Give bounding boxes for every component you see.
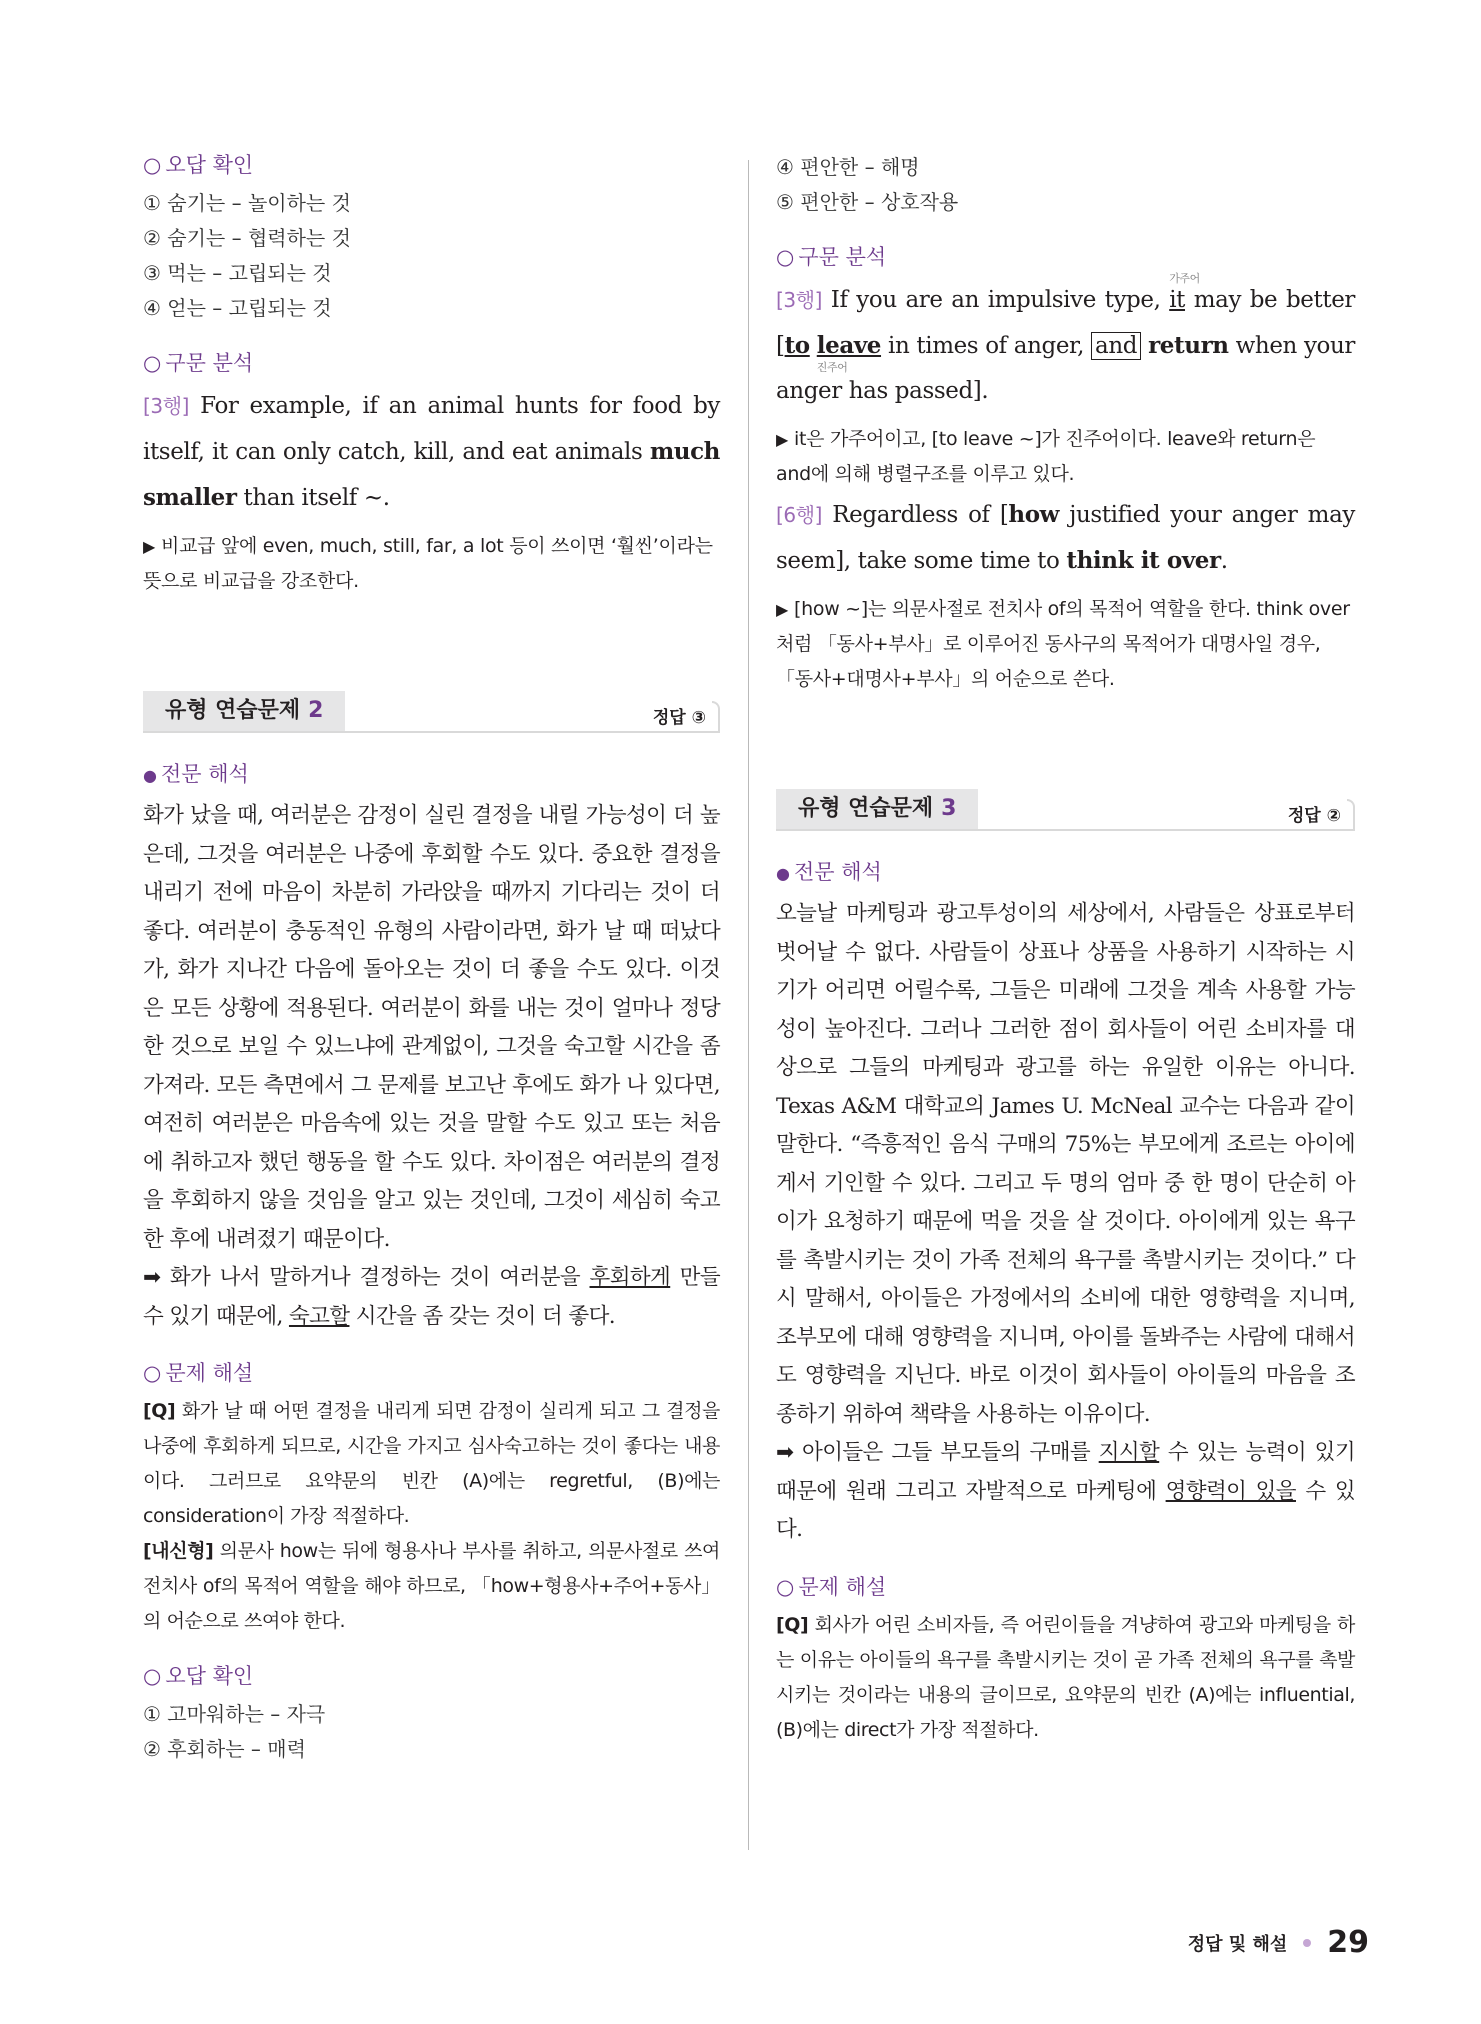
syntax-heading: ○ 구문 분석 <box>143 348 720 378</box>
page-number: 29 <box>1327 1925 1369 1960</box>
annotation-label: 진주어 <box>816 361 848 374</box>
annotation-label: 가주어 <box>1169 272 1200 285</box>
arrow-icon: ➡ <box>776 1440 794 1465</box>
syntax-sentence: [3행] For example, if an animal hunts for food by itself, it can only catch, kill, and eat animals much smaller than itself ~. <box>143 393 720 511</box>
triangle-bullet-icon: ▶ <box>776 430 789 449</box>
problem-explanation-q: [Q] 회사가 어린 소비자들, 즉 어린이들을 겨냥하여 광고와 마케팅을 하는 이유는 아이들의 욕구를 촉발시키는 것이 곧 가족 전체의 욕구를 촉발시키는 것이라는 내용의 글이므로, 요약문의 빈칸 (A)에는 influential, (B)에는 direct가 가장 적절하다. <box>776 1613 1355 1741</box>
practice-3-title: 유형 연습문제 3 <box>776 789 978 829</box>
summary-text: ➡ 아이들은 그들 부모들의 구매를 지시할 수 있는 능력이 있기 때문에 원래 그리고 자발적으로 마케팅에 영향력이 있을 수 있다. <box>776 1440 1356 1542</box>
practice-3-header <box>776 789 1355 829</box>
syntax-note: ▶ [how ~]는 의문사절로 전치사 of의 목적어 역할을 한다. think over처럼 「동사+부사」로 이루어진 동사구의 목적어가 대명사일 경우, 「동사+대명사+부사」의 어순으로 쓴다. <box>776 598 1350 690</box>
dot-icon: ● <box>776 864 790 883</box>
dot-icon: ● <box>143 766 157 785</box>
list-item: ③ 먹는 – 고립되는 것 <box>143 261 332 285</box>
syntax-sentence-2: [6행] Regardless of [how justified your anger may seem], take some time to think it over. <box>776 501 1355 574</box>
circle-icon: ○ <box>143 1664 162 1688</box>
boxed-word: and <box>1091 332 1141 360</box>
translation-heading: ● 전문 해석 <box>143 759 720 791</box>
circle-icon: ○ <box>776 245 795 269</box>
list-item: ② 후회하는 – 매력 <box>143 1737 306 1761</box>
page-footer <box>1188 1925 1369 1960</box>
triangle-bullet-icon: ▶ <box>143 537 156 556</box>
practice-2-header <box>143 691 720 731</box>
triangle-bullet-icon: ▶ <box>776 600 789 619</box>
column-divider <box>748 160 749 1850</box>
right-column <box>776 150 1355 1748</box>
syntax-note: ▶ 비교급 앞에 even, much, still, far, a lot 등이 쓰이면 ‘훨씬’이라는 뜻으로 비교급을 강조한다. <box>143 535 713 592</box>
practice-2-title: 유형 연습문제 2 <box>143 691 345 731</box>
problem-explanation-q: [Q] 화가 날 때 어떤 결정을 내리게 되면 감정이 실리게 되고 그 결정을 나중에 후회하게 되므로, 시간을 가지고 심사숙고하는 것이 좋다는 내용이다. 그러므로 요약문의 빈칸 (A)에는 regretful, (B)에는 consideration이 가장 적절하다. <box>143 1400 720 1527</box>
circle-icon: ○ <box>143 153 162 177</box>
summary-text: ➡ 화가 나서 말하거나 결정하는 것이 여러분을 후회하게 만들 수 있기 때문에, 숙고할 시간을 좀 갖는 것이 더 좋다. <box>143 1265 720 1329</box>
syntax-heading: ○ 구문 분석 <box>776 242 1355 272</box>
arrow-icon: ➡ <box>143 1265 161 1290</box>
syntax-sentence-1: [3행] If you are an impulsive type, it 가주어 may be better [to leave 진주어 in times of anger, and return when your anger has passed]. <box>776 272 1356 404</box>
problem-heading: ○ 문제 해설 <box>776 1572 1355 1602</box>
circle-icon: ○ <box>143 351 162 375</box>
list-item: ④ 편안한 – 해명 <box>776 155 920 179</box>
list-item: ④ 얻는 – 고립되는 것 <box>143 296 332 320</box>
practice-2-answer: 정답 ③ <box>652 708 706 728</box>
list-item: ① 고마워하는 – 자극 <box>143 1702 326 1726</box>
translation-heading: ● 전문 해석 <box>776 857 1355 889</box>
circle-icon: ○ <box>143 1361 162 1385</box>
circle-icon: ○ <box>776 1574 795 1599</box>
footer-label: 정답 및 해설 <box>1187 1933 1288 1955</box>
wrong-check-heading: ○ 오답 확인 <box>143 1661 720 1691</box>
problem-explanation-ns: [내신형] 의문사 how는 뒤에 형용사나 부사를 취하고, 의문사절로 쓰여 전치사 of의 목적어 역할을 해야 하므로, 「how+형용사+주어+동사」의 어순으로 쓰여야 한다. <box>143 1540 720 1632</box>
practice-3-answer: 정답 ② <box>1287 806 1341 826</box>
problem-heading: ○ 문제 해설 <box>143 1358 720 1388</box>
translation-text: 화가 났을 때, 여러분은 감정이 실린 결정을 내릴 가능성이 더 높은데, 그것을 여러분은 나중에 후회할 수도 있다. 중요한 결정을 내리기 전에 마음이 차분히 가라앉을 때까지 기다리는 것이 더 좋다. 여러분이 충동적인 유형의 사람이라면, 화가 날 때 떠났다가, 화가 지나간 다음에 돌아오는 것이 더 좋을 수도 있다. 이것은 모든 상황에 적용된다. 여러분이 화를 내는 것이 얼마나 정당한 것으로 보일 수 있느냐에 관계없이, 그것을 숙고할 시간을 좀 가져라. 모든 측면에서 그 문제를 보고난 후에도 화가 나 있다면, 여전히 여러분은 마음속에 있는 것을 말할 수도 있고 또는 처음에 취하고자 했던 행동을 할 수도 있다. 차이점은 여러분의 결정을 후회하지 않을 것임을 알고 있는 것인데, 그것이 세심히 숙고한 후에 내려졌기 때문이다. <box>143 803 720 1252</box>
list-item: ⑤ 편안한 – 상호작용 <box>776 190 959 214</box>
left-column <box>143 150 720 1767</box>
syntax-note: ▶ it은 가주어이고, [to leave ~]가 진주어이다. leave와 return은 and에 의해 병렬구조를 이루고 있다. <box>776 428 1316 485</box>
translation-text: 오늘날 마케팅과 광고투성이의 세상에서, 사람들은 상표로부터 벗어날 수 없다. 사람들이 상표나 상품을 사용하기 시작하는 시기가 어리면 어릴수록, 그들은 미래에 그것을 계속 사용할 가능성이 높아진다. 그러나 그러한 점이 회사들이 어린 소비자를 대상으로 그들의 마케팅과 광고를 하는 유일한 이유는 아니다. Texas A&M 대학교의 James U. McNeal 교수는 다음과 같이 말한다. “즉흥적인 음식 구매의 75%는 부모에게 조르는 아이에게서 기인할 수 있다. 그리고 두 명의 엄마 중 한 명이 단순히 아이가 요청하기 때문에 먹을 것을 살 것이다. 아이에게 있는 욕구를 촉발시키는 것이 가족 전체의 욕구를 촉발시키는 것이다.” 다시 말해서, 아이들은 가정에서의 소비에 대한 영향력을 지니며, 조부모에 대해 영향력을 지니며, 아이를 돌봐주는 사람에 대해서도 영향력을 지닌다. 바로 이것이 회사들이 아이들의 마음을 조종하기 위하여 책략을 사용하는 이유이다. <box>776 901 1355 1427</box>
dot-icon <box>1303 1939 1311 1947</box>
wrong-check-heading: ○ 오답 확인 <box>143 150 720 180</box>
list-item: ② 숨기는 – 협력하는 것 <box>143 226 351 250</box>
list-item: ① 숨기는 – 놀이하는 것 <box>143 191 351 215</box>
